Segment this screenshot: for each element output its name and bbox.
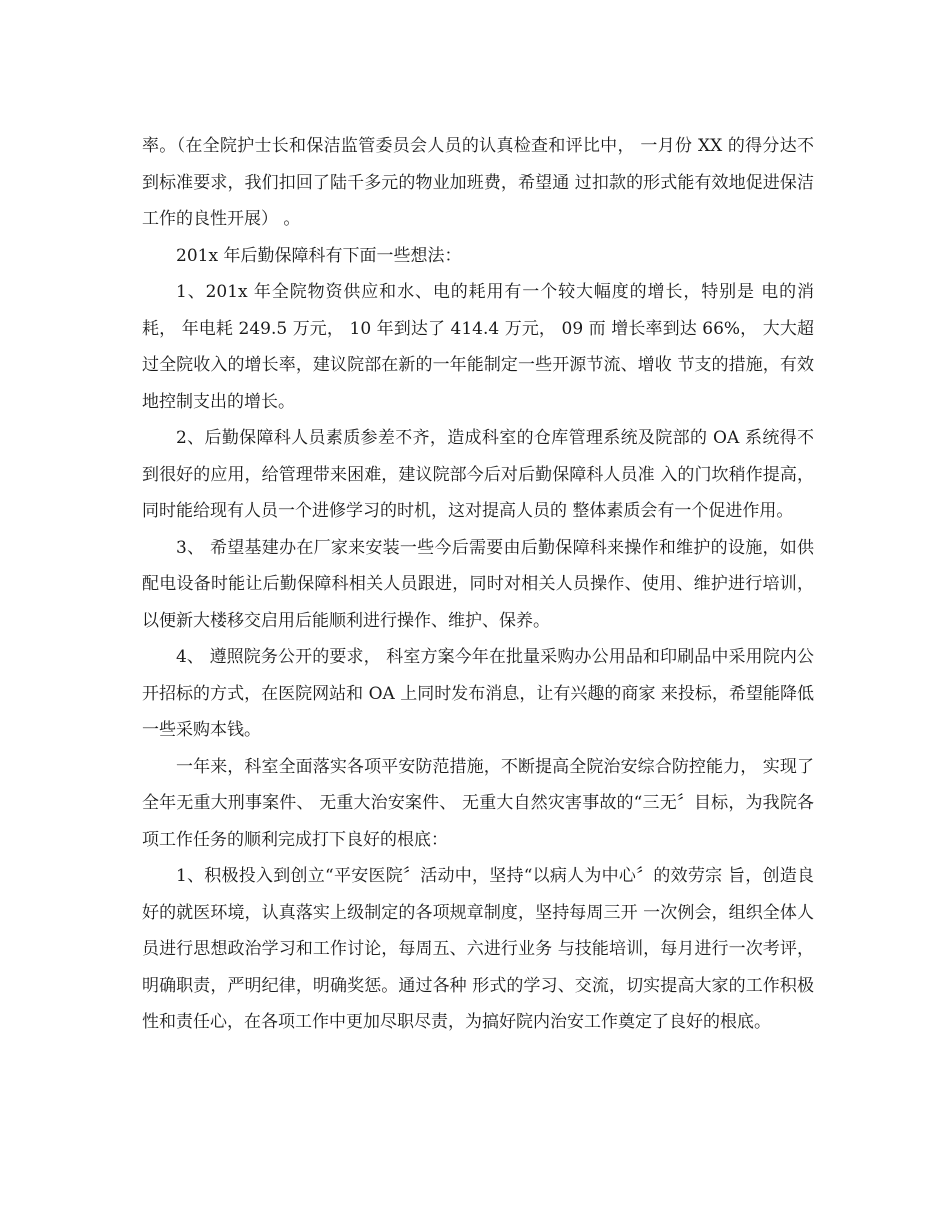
- paragraph-logistics-ideas-intro: 201x 年后勤保障科有下面一些想法：: [176, 245, 462, 266]
- paragraph-idea-public-bidding: 4、 遵照院务公开的要求， 科室方案今年在批量采购办公用品和印刷品中采用院内公开招标的方式，在医院网站和 OA 上同时发布消息，让有兴趣的商家 来投标，希望能降低一些采购本钱。: [142, 647, 814, 740]
- paragraph-idea-energy-consumption: 1、201x 年全院物资供应和水、电的耗用有一个较大幅度的增长，特别是 电的消耗， 年电耗 249.5 万元， 10 年到达了 414.4 万元， 09 而 增长率到达 66%， 大大超过全院收入的增长率，建议院部在新的一年能制定一些开源节流、增收 节支的措施，有效地控制支出的增长。: [142, 282, 814, 412]
- paragraph-idea-infrastructure-training: 3、 希望基建办在厂家来安装一些今后需要由后勤保障科来操作和维护的设施，如供配电设备时能让后勤保障科相关人员跟进，同时对相关人员操作、使用、维护进行培训，以便新大楼移交启用后能顺利进行操作、维护、保养。: [142, 537, 814, 631]
- paragraph-safe-hospital-activity: 1、积极投入到创立“平安医院〞活动中，坚持“以病人为中心〞的效劳宗 旨，创造良好的就医环境，认真落实上级制定的各项规章制度，坚持每周三开 一次例会，组织全体人员进行思想政治学习和工作讨论，每周五、六进行业务 与技能培训，每月进行一次考评，明确职责，严明纪律，明确奖惩。通过各种 形式的学习、交流，切实提高大家的工作积极性和责任心，在各项工作中更加尽职尽责，为搞好院内治安工作奠定了良好的根底。: [142, 866, 814, 1032]
- paragraph-security-summary: 一年来，科室全面落实各项平安防范措施，不断提高全院治安综合防控能力， 实现了全年无重大刑事案件、 无重大治安案件、 无重大自然灾害事故的“三无〞目标，为我院各项工作任务的顺利完成打下良好的根底：: [142, 756, 814, 850]
- document-body: [142, 128, 814, 1041]
- paragraph-cleaning-deduction: 率。（在全院护士长和保洁监管委员会人员的认真检查和评比中， 一月份 XX 的得分达不到标准要求，我们扣回了陆千多元的物业加班费，希望通 过扣款的形式能有效地促进保洁工作的良性开展） 。: [142, 136, 814, 229]
- paragraph-idea-staff-quality: 2、后勤保障科人员素质参差不齐，造成科室的仓库管理系统及院部的 OA 系统得不到很好的应用，给管理带来困难，建议院部今后对后勤保障科人员准 入的门坎稍作提高，同时能给现有人员一个进修学习的时机，这对提高人员的 整体素质会有一个促进作用。: [142, 428, 814, 521]
